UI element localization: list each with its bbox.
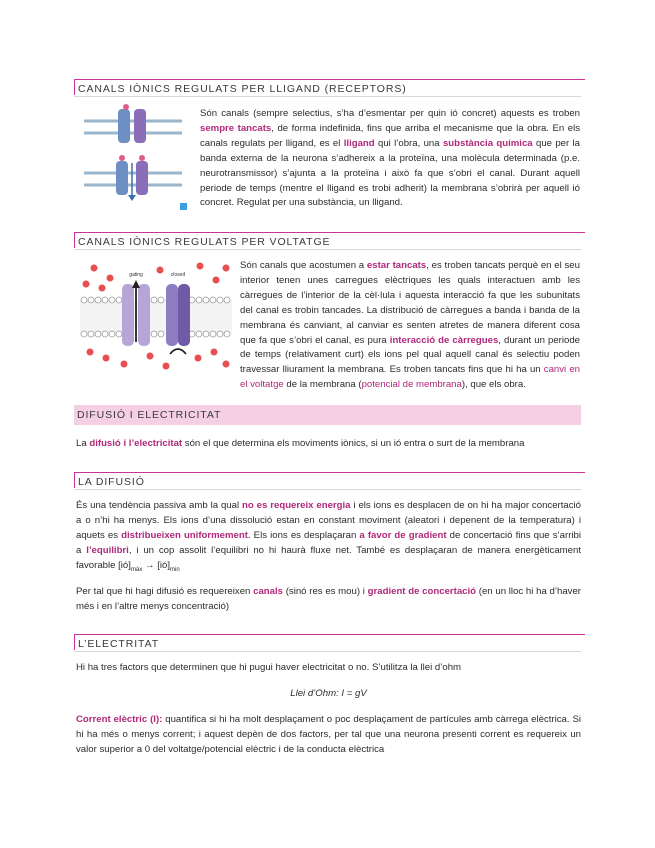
label-gating: gating: [129, 272, 143, 278]
open-channel: [122, 272, 150, 346]
heading-underline: [74, 489, 581, 490]
highlight-sempre-tancats: sempre tancats: [200, 122, 272, 134]
difusio-paragraph-1: És una tendència passiva amb la qual no es requereix energia i els ions es desplacen de on hi ha major concertació a o n’hi ha menys. Els ions d’una dissolució estan en constant moviment (aleatori i depenent de la temperatura) i aquets es distribueixen uniformement. Els ions es desplaçaran a favor de gradient de concertació fins que s’arribi a l’equilibri, i un cop assolit l’equilibri no hi haurà fluxe net. També es desplaçaran de manera energèticament favorable $[ió]_{màx}$ → $[ió]_{min}$: [76, 500, 581, 573]
blue-square: [180, 203, 187, 210]
voltage-paragraph-right: Són canals que acostumen a estar tancats, es troben tancats perquè en el seu interior tenen unes carregues elèctriques les quals interactuen amb les càrregues de l’interior de la cèl·lula i aquesta interacció fa que les subunitats del canal es trobin tancades. La distribució de càrregues a banda i banda de la membrana és canviant, al canviar es senten atretes de manera diferent cosa que fa que s’obri el canal, es pura interacció de càrregues, durant un periode de temps (relativament curt) els ions pel qual aquell canal és selectiu poden travessar lliurament la membrana. Es troben tancats fins que hi ha un canvi en el voltatge de la membrana (potencial de membrana), que els obra.: [240, 260, 581, 391]
membrane-bottom: [84, 155, 182, 201]
highlight-equilibri: l’equilibri: [86, 544, 129, 556]
section-heading-voltage: [74, 232, 585, 248]
section-heading-diffusion-electricity: [74, 405, 581, 425]
highlight-favor-gradient: a favor de gradient: [359, 529, 447, 541]
highlight-difusio-electricitat: difusió i l’electricitat: [89, 438, 183, 449]
voltage-channel-figure: [80, 258, 232, 374]
membrane-bilayer: [80, 297, 232, 337]
ligand-channel-figure: [82, 103, 192, 215]
heading-underline: [74, 249, 581, 250]
heading-text: CANALS IÒNICS REGULATS PER VOLTATGE: [78, 236, 331, 248]
ohm-formula: Llei d’Ohm: I = gV: [290, 688, 367, 699]
ligand-paragraph: Són canals (sempre selectius, s’ha d’esmentar per quin ió concret) aquests es troben sempre tancats, de forma indefinida, fins que arriba el mecanisme que la obra. En els canals regulats per lligand, es el lligand qui l’obra, una substància química que per la banda externa de la neurona s’adhereix a la proteïna, una molècula determinada (p.e. neurotransmissor) s’ajunta a la proteïna i això fa que s’obri el canal. Durant aquell periode de temps (mentre el lligand es trobi adherit) la membrana s’obrirà per aquell ió concret. Regulat per una substància, un lligand.: [200, 108, 580, 209]
highlight-interaccio-carregues: interacció de càrregues: [389, 334, 499, 346]
section-heading-la-difusio: [74, 472, 585, 488]
highlight-canals: canals: [253, 586, 283, 597]
difusio-paragraph-2: Per tal que hi hagi difusió es requereixen canals (sinó res es mou) i gradient de concertació (en un lloc hi ha d’haver més i en l’altre menys concentració): [76, 586, 581, 612]
heading-text: LA DIFUSIÓ: [78, 476, 145, 488]
closed-channel: [166, 272, 190, 354]
heading-underline: [74, 96, 581, 97]
highlight-distribueixen: distribueixen uniformement: [121, 529, 248, 541]
heading-text: DIFUSIÓ I ELECTRICITAT: [77, 409, 222, 421]
highlight-substancia-quimica: substància química: [442, 137, 533, 149]
diffusion-electricity-paragraph: La difusió i l’electricitat són el que determina els moviments iònics, si un ió entra o surt de la membrana: [76, 438, 525, 449]
label-closed: closed: [170, 272, 186, 278]
highlight-corrent-electric: Corrent elèctric (I):: [76, 714, 163, 725]
electritat-intro: Hi ha tres factors que determinen que hi pugui haver electricitat o no. S’utilitza la llei d’ohm: [76, 662, 462, 673]
heading-text: CANALS IÒNICS REGULATS PER LLIGAND (RECEPTORS): [78, 83, 407, 95]
membrane-top: [84, 104, 182, 143]
section-heading-ligand: [74, 79, 585, 95]
highlight-no-energia: no es requereix energia: [242, 500, 351, 511]
highlight-potencial-membrana: potencial de membrana: [361, 379, 462, 391]
highlight-canvi-voltatge: canvi en el voltatge: [240, 364, 581, 391]
highlight-gradient-concertacio: gradient de concertació: [367, 586, 477, 597]
section-heading-electritat: [74, 634, 585, 650]
heading-underline: [74, 651, 581, 652]
corrent-paragraph: Corrent elèctric (I): quantifica si hi ha molt desplaçament o poc desplaçament de partícules amb càrrega elèctrica. Si hi ha més o menys corrent; i aquest depèn de dos factors, per tal que una neurona presenti corrent es requereix un valor superior a 0 del voltatge/potencial elèctric i de la conducta elèctrica: [76, 714, 581, 755]
highlight-estar-tancats: estar tancats: [366, 260, 427, 271]
highlight-lligand: lligand: [343, 137, 375, 149]
heading-text: L’ELECTRITAT: [78, 638, 160, 650]
